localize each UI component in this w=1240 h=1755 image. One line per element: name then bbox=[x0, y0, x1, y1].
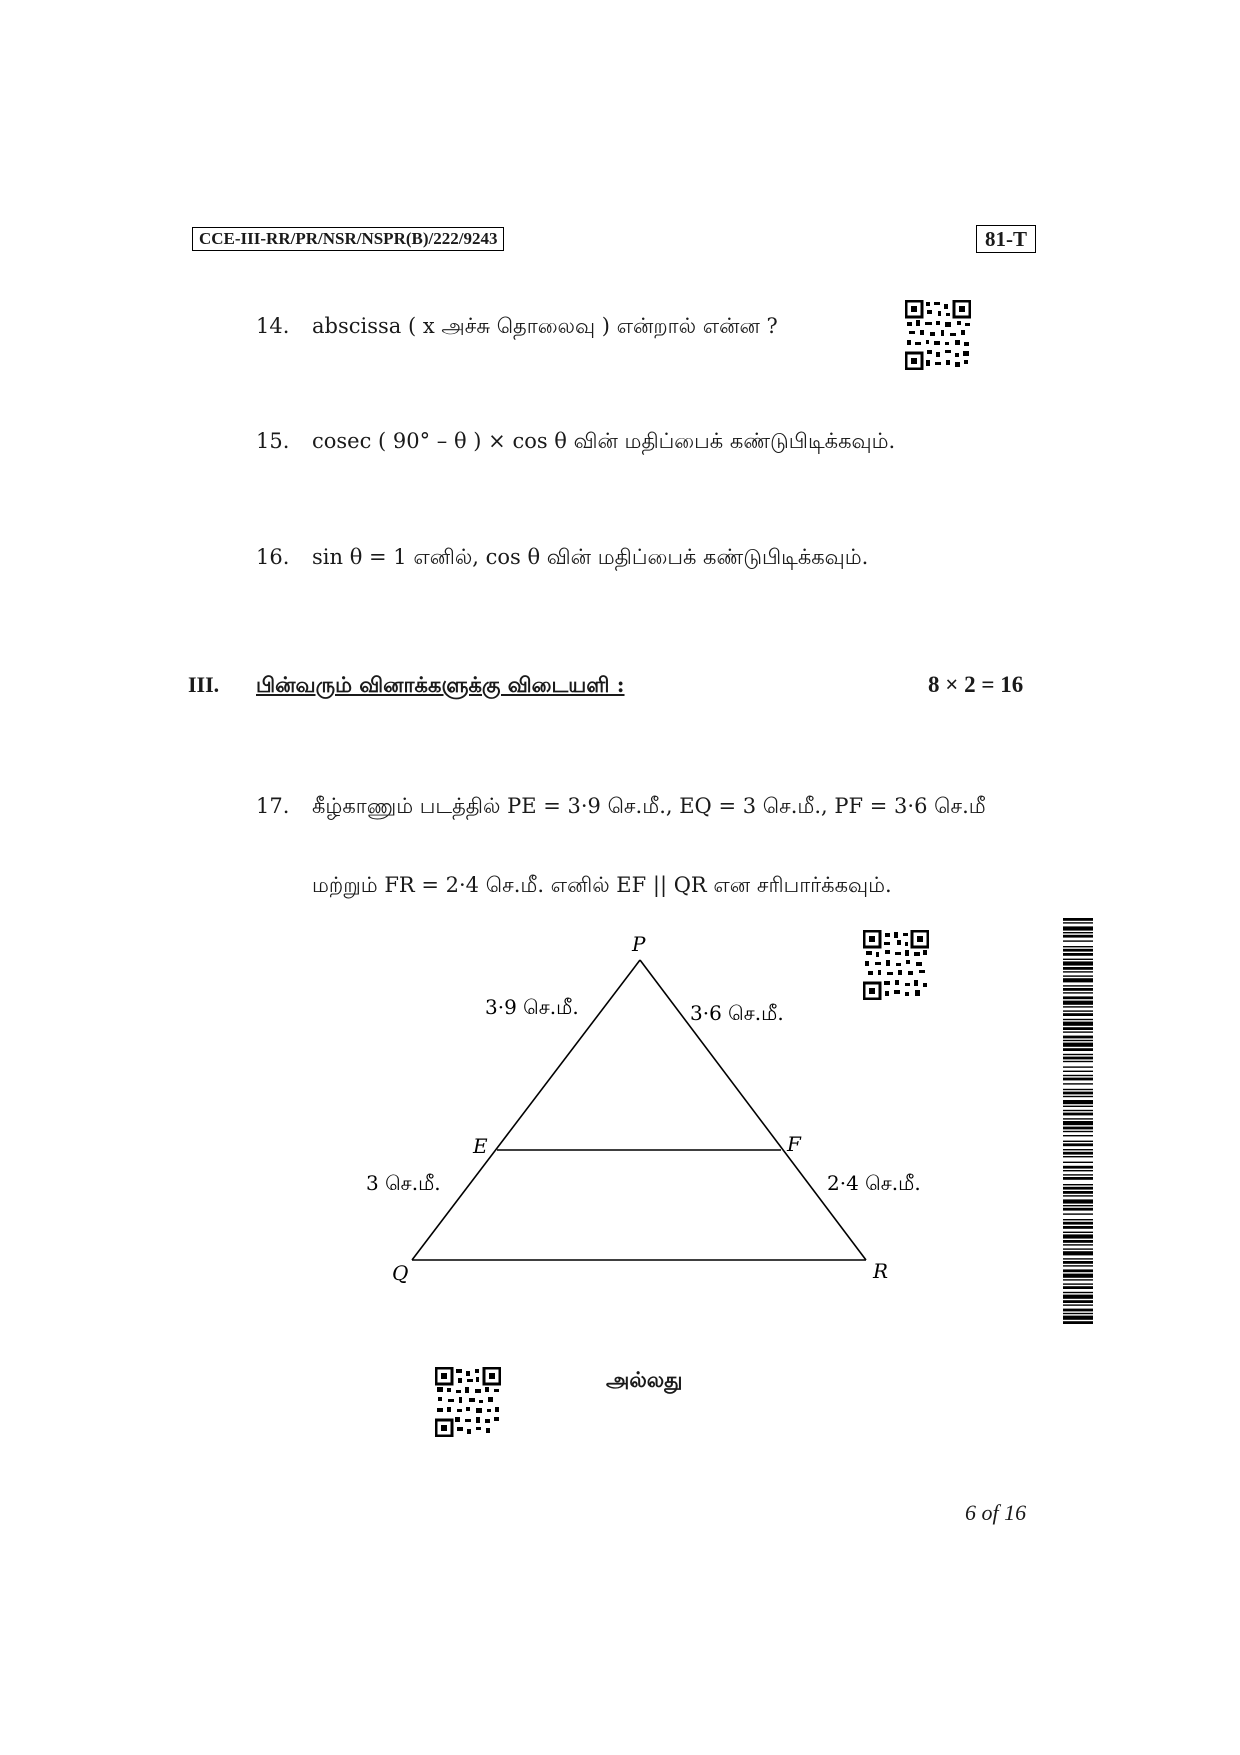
barcode-bar bbox=[1063, 1092, 1093, 1095]
barcode-bar bbox=[1063, 1162, 1093, 1163]
question-number: 17. bbox=[256, 794, 290, 818]
barcode-bar bbox=[1063, 1195, 1093, 1196]
barcode-bar bbox=[1063, 1083, 1093, 1084]
barcode-bar bbox=[1063, 1121, 1093, 1125]
barcode-bar bbox=[1063, 985, 1093, 986]
question-number: 16. bbox=[256, 545, 290, 569]
barcode-bar bbox=[1063, 926, 1093, 930]
question-14 bbox=[256, 312, 778, 340]
qr-code-icon bbox=[435, 1367, 501, 1437]
barcode-bar bbox=[1063, 1184, 1093, 1185]
triangle-diagram bbox=[340, 930, 960, 1300]
barcode-bar bbox=[1063, 988, 1093, 991]
barcode-bar bbox=[1063, 922, 1093, 923]
section-title: பின்வரும் வினாக்களுக்கு விடையளி : bbox=[256, 672, 625, 697]
barcode-bar bbox=[1063, 1279, 1093, 1280]
question-17-line-2: மற்றும் FR = 2·4 செ.மீ. எனில் EF || QR என சரிபார்க்கவும். bbox=[312, 873, 892, 897]
vertex-p: P bbox=[632, 932, 646, 956]
barcode-bar bbox=[1063, 1135, 1093, 1136]
or-text: அல்லது bbox=[606, 1367, 683, 1392]
vertex-f: F bbox=[787, 1132, 801, 1156]
barcode-bar bbox=[1063, 1232, 1093, 1233]
barcode-bar bbox=[1063, 1075, 1093, 1076]
barcode-bar bbox=[1063, 1269, 1093, 1272]
barcode-bar bbox=[1063, 1019, 1093, 1020]
barcode-bar bbox=[1063, 1316, 1093, 1320]
vertex-e: E bbox=[473, 1134, 488, 1158]
paper-code: 81-T bbox=[976, 225, 1036, 253]
question-16 bbox=[256, 543, 868, 571]
question-text: sin θ = 1 எனில், cos θ வின் மதிப்பைக் கண்டுபிடிக்கவும். bbox=[312, 545, 869, 569]
question-15 bbox=[256, 427, 895, 455]
barcode-bar bbox=[1063, 996, 1093, 999]
label-eq: 3 செ.மீ. bbox=[366, 1171, 441, 1195]
barcode-bar bbox=[1063, 1240, 1093, 1243]
barcode-bar bbox=[1063, 1149, 1093, 1150]
barcode-bar bbox=[1063, 1031, 1093, 1032]
barcode-icon bbox=[1063, 918, 1093, 1324]
barcode-bar bbox=[1063, 1170, 1093, 1171]
barcode-bar bbox=[1063, 978, 1093, 982]
barcode-bar bbox=[1063, 1106, 1093, 1107]
barcode-bar bbox=[1063, 1066, 1093, 1067]
barcode-bar bbox=[1063, 932, 1093, 933]
barcode-bar bbox=[1063, 1100, 1093, 1104]
barcode-bar bbox=[1063, 1131, 1093, 1132]
barcode-bar bbox=[1063, 1174, 1093, 1175]
barcode-bar bbox=[1063, 1057, 1093, 1060]
barcode-bar bbox=[1063, 959, 1093, 960]
page-number: 6 of 16 bbox=[965, 1500, 1027, 1525]
barcode-bar bbox=[1063, 1071, 1093, 1072]
question-number: 14. bbox=[256, 314, 290, 338]
barcode-bar bbox=[1063, 1061, 1093, 1062]
barcode-bar bbox=[1063, 949, 1093, 952]
barcode-bar bbox=[1063, 940, 1093, 941]
question-text: abscissa ( x அச்சு தொலைவு ) என்றால் என்ன ? bbox=[312, 314, 778, 338]
barcode-bar bbox=[1063, 1141, 1093, 1142]
barcode-bar bbox=[1063, 1013, 1093, 1016]
barcode-bar bbox=[1063, 1295, 1093, 1299]
barcode-bar bbox=[1063, 1166, 1093, 1169]
barcode-bar bbox=[1063, 1156, 1093, 1157]
barcode-bar bbox=[1063, 935, 1093, 938]
barcode-bar bbox=[1063, 1321, 1093, 1324]
barcode-bar bbox=[1063, 1048, 1093, 1051]
qr-code-icon bbox=[905, 300, 971, 370]
barcode-bar bbox=[1063, 1191, 1093, 1194]
barcode-bar bbox=[1063, 1265, 1093, 1266]
barcode-bar bbox=[1063, 1143, 1093, 1146]
barcode-bar bbox=[1063, 1226, 1093, 1229]
barcode-bar bbox=[1063, 1001, 1093, 1005]
barcode-bar bbox=[1063, 953, 1093, 956]
barcode-bar bbox=[1063, 1222, 1093, 1225]
vertex-q: Q bbox=[392, 1261, 409, 1285]
barcode-bar bbox=[1063, 967, 1093, 970]
barcode-bar bbox=[1063, 1205, 1093, 1206]
barcode-bar bbox=[1063, 1127, 1093, 1130]
barcode-bar bbox=[1063, 1089, 1093, 1090]
barcode-bar bbox=[1063, 1313, 1093, 1314]
barcode-bar bbox=[1063, 1244, 1093, 1245]
barcode-bar bbox=[1063, 1261, 1093, 1264]
barcode-bar bbox=[1063, 1118, 1093, 1119]
exam-code: CCE-III-RR/PR/NSR/NSPR(B)/222/9243 bbox=[192, 227, 504, 251]
label-pe: 3·9 செ.மீ. bbox=[485, 995, 579, 1019]
barcode-bar bbox=[1063, 1096, 1093, 1097]
barcode-bar bbox=[1063, 1187, 1093, 1190]
vertex-r: R bbox=[873, 1259, 889, 1283]
barcode-bar bbox=[1063, 1036, 1093, 1039]
barcode-bar bbox=[1063, 1208, 1093, 1211]
label-fr: 2·4 செ.மீ. bbox=[827, 1171, 921, 1195]
barcode-bar bbox=[1063, 1304, 1093, 1305]
barcode-bar bbox=[1063, 1300, 1093, 1303]
barcode-bar bbox=[1063, 1152, 1093, 1155]
barcode-bar bbox=[1063, 992, 1093, 993]
question-text: cosec ( 90° – θ ) × cos θ வின் மதிப்பைக் கண்டுபிடிக்கவும். bbox=[312, 429, 896, 453]
barcode-bar bbox=[1063, 1251, 1093, 1255]
barcode-bar bbox=[1063, 1248, 1093, 1249]
barcode-bar bbox=[1063, 1199, 1093, 1203]
barcode-bar bbox=[1063, 1040, 1093, 1041]
barcode-bar bbox=[1063, 1078, 1093, 1081]
barcode-bar bbox=[1063, 1309, 1093, 1312]
barcode-bar bbox=[1063, 918, 1093, 921]
barcode-bar bbox=[1063, 1283, 1093, 1284]
question-17 bbox=[256, 792, 986, 820]
section-number: III. bbox=[188, 672, 220, 697]
question-number: 15. bbox=[256, 429, 290, 453]
barcode-bar bbox=[1063, 1010, 1093, 1011]
barcode-bar bbox=[1063, 1234, 1093, 1238]
barcode-bar bbox=[1063, 961, 1093, 965]
barcode-bar bbox=[1063, 1113, 1093, 1116]
barcode-bar bbox=[1063, 1022, 1093, 1026]
barcode-bar bbox=[1063, 1286, 1093, 1289]
barcode-bar bbox=[1063, 1258, 1093, 1259]
barcode-bar bbox=[1063, 1054, 1093, 1055]
barcode-bar bbox=[1063, 946, 1093, 947]
barcode-bar bbox=[1063, 1213, 1093, 1214]
barcode-bar bbox=[1063, 971, 1093, 972]
barcode-bar bbox=[1063, 975, 1093, 976]
label-pf: 3·6 செ.மீ. bbox=[690, 1001, 784, 1025]
section-marks: 8 × 2 = 16 bbox=[928, 672, 1024, 697]
barcode-bar bbox=[1063, 1043, 1093, 1047]
barcode-bar bbox=[1063, 1219, 1093, 1220]
barcode-bar bbox=[1063, 1274, 1093, 1278]
question-17-line-1: கீழ்காணும் படத்தில் PE = 3·9 செ.மீ., EQ = 3 செ.மீ., PF = 3·6 செ.மீ bbox=[312, 794, 986, 818]
barcode-bar bbox=[1063, 1177, 1093, 1180]
barcode-bar bbox=[1063, 1292, 1093, 1293]
barcode-bar bbox=[1063, 1027, 1093, 1030]
barcode-bar bbox=[1063, 1006, 1093, 1007]
barcode-bar bbox=[1063, 1110, 1093, 1111]
